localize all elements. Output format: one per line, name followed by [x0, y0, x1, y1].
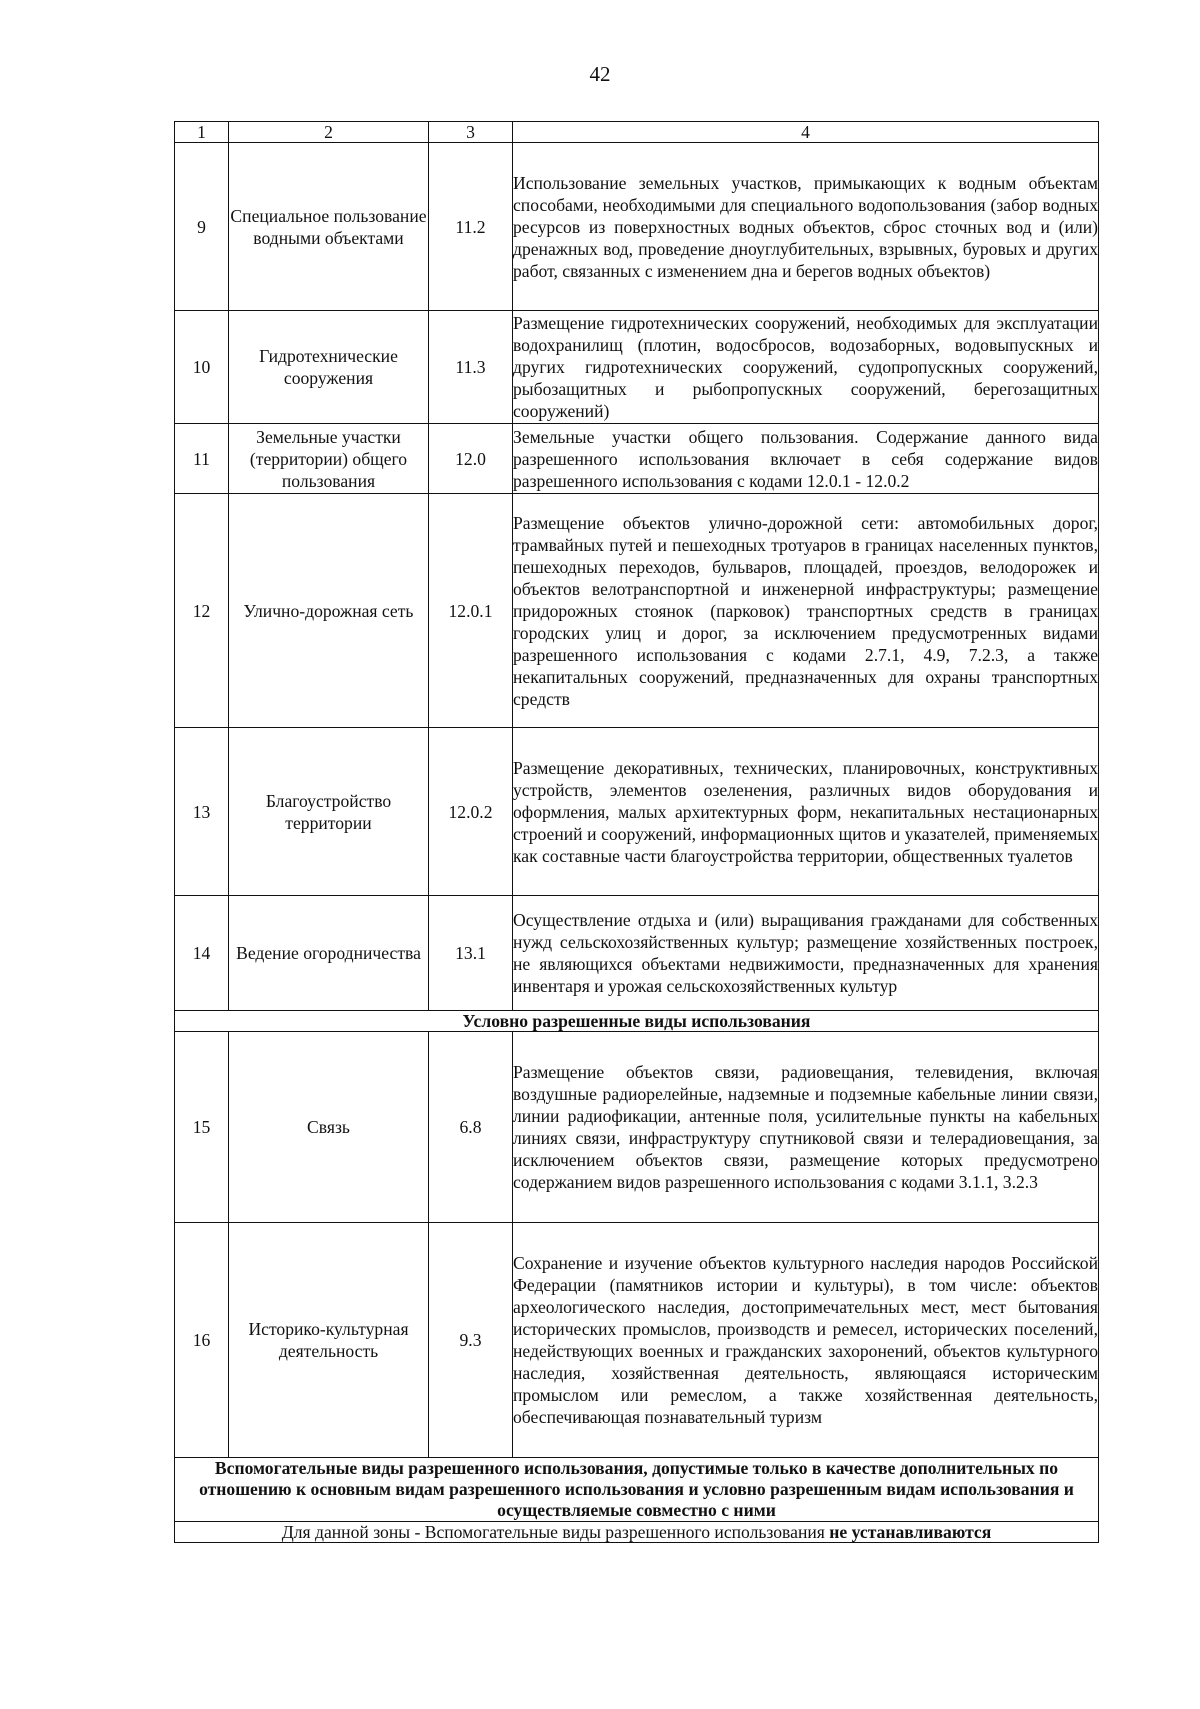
row-number: 15	[175, 1032, 229, 1223]
use-name: Специальное пользование водными объектами	[229, 143, 429, 311]
table-row	[175, 494, 1099, 728]
use-code: 12.0.2	[429, 728, 513, 896]
header-col-4: 4	[513, 122, 1099, 143]
use-code: 11.2	[429, 143, 513, 311]
use-description: Размещение гидротехнических сооружений, необходимых для эксплуатации водохранилищ (плотин, водосбросов, водозаборных, водовыпускных и других гидротехнических сооружений, судопропускных сооружений, рыбозащитных и рыбопропускных сооружений, берегозащитных сооружений)	[513, 313, 1098, 421]
table-row	[175, 424, 1099, 494]
header-col-1: 1	[175, 122, 229, 143]
use-name: Улично-дорожная сеть	[229, 494, 429, 728]
use-description: Размещение объектов связи, радиовещания, телевидения, включая воздушные радиорелейные, надземные и подземные кабельные линии связи, линии радиофикации, антенные поля, усилительные пункты на кабельных линиях связи, инфраструктуру спутниковой связи и телерадиовещания, за исключением объектов связи, размещение которых предусмотрено содержанием видов разрешенного использования с кодами 3.1.1, 3.2.3	[513, 1062, 1098, 1192]
use-name: Ведение огородничества	[229, 896, 429, 1011]
row-number: 10	[175, 311, 229, 424]
row-number: 11	[175, 424, 229, 494]
use-name: Связь	[229, 1032, 429, 1223]
use-description: Сохранение и изучение объектов культурного наследия народов Российской Федерации (памятников истории и культуры), в том числе: объектов археологического наследия, достопримечательных мест, мест бытования исторических промыслов, производств и ремесел, исторических поселений, недействующих военных и гражданских захоронений, объектов культурного наследия, хозяйственная деятельность, являющаяся историческим промыслом или ремеслом, а также хозяйственная деятельность, обеспечивающая познавательный туризм	[513, 1253, 1098, 1427]
use-description: Размещение декоративных, технических, планировочных, конструктивных устройств, элементов озеленения, различных видов оборудования и оформления, малых архитектурных форм, некапитальных нестационарных строений и сооружений, информационных щитов и указателей, применяемых как составные части благоустройства территории, общественных туалетов	[513, 757, 1098, 866]
use-name: Гидротехнические сооружения	[229, 311, 429, 424]
row-number: 12	[175, 494, 229, 728]
header-col-2: 2	[229, 122, 429, 143]
use-description: Использование земельных участков, примыкающих к водным объектам способами, необходимыми для специального водопользования (забор водных ресурсов из поверхностных водных объектов, сброс сточных вод и (или) дренажных вод, проведение дноуглубительных, взрывных, буровых и других работ, связанных с изменением дна и берегов водных объектов)	[513, 172, 1098, 281]
land-use-table	[174, 121, 1099, 1543]
table-row	[175, 143, 1099, 311]
row-number: 16	[175, 1223, 229, 1458]
use-code: 6.8	[429, 1032, 513, 1223]
table-row	[175, 1032, 1099, 1223]
use-code: 12.0.1	[429, 494, 513, 728]
note-row	[175, 1522, 1099, 1543]
section-header-row	[175, 1011, 1099, 1032]
table-row	[175, 728, 1099, 896]
auxiliary-uses-title: Вспомогательные виды разрешенного использования, допустимые только в качестве дополнительных по отношению к основным видам разрешенного использования и условно разрешенным видам использования и осуществляемые совместно с ними	[175, 1458, 1099, 1522]
page-number: 42	[589, 62, 611, 86]
use-code: 12.0	[429, 424, 513, 494]
use-name: Благоустройство территории	[229, 728, 429, 896]
auxiliary-uses-note	[175, 1522, 1099, 1543]
section-header-row	[175, 1458, 1099, 1522]
auxiliary-note-prefix: Для данной зоны - Вспомогательные виды разрешенного использования	[281, 1522, 825, 1542]
use-name: Земельные участки (территории) общего пользования	[229, 424, 429, 494]
use-code: 9.3	[429, 1223, 513, 1458]
column-number-header	[175, 122, 1099, 143]
row-number: 13	[175, 728, 229, 896]
use-code: 13.1	[429, 896, 513, 1011]
conditional-uses-title: Условно разрешенные виды использования	[175, 1011, 1099, 1032]
use-name: Историко-культурная деятельность	[229, 1223, 429, 1458]
table-row	[175, 311, 1099, 424]
use-description: Размещение объектов улично-дорожной сети: автомобильных дорог, трамвайных путей и пешеходных тротуаров в границах населенных пунктов, пешеходных переходов, бульваров, площадей, проездов, велодорожек и объектов велотранспортной и инженерной инфраструктуры; размещение придорожных стоянок (парковок) транспортных средств в границах городских улиц и дорог, за исключением предусмотренных видами разрешенного использования с кодами 2.7.1, 4.9, 7.2.3, а также некапитальных сооружений, предназначенных для охраны транспортных средств	[513, 512, 1098, 709]
use-description: Осуществление отдыха и (или) выращивания гражданами для собственных нужд сельскохозяйственных культур; размещение хозяйственных построек, не являющихся объектами недвижимости, предназначенных для хранения инвентаря и урожая сельскохозяйственных культур	[513, 910, 1098, 996]
use-description: Земельные участки общего пользования. Содержание данного вида разрешенного использования включает в себя содержание видов разрешенного использования с кодами 12.0.1 - 12.0.2	[513, 426, 1098, 491]
use-code: 11.3	[429, 311, 513, 424]
auxiliary-note-bold: не устанавливаются	[829, 1522, 992, 1542]
row-number: 9	[175, 143, 229, 311]
table-row	[175, 1223, 1099, 1458]
row-number: 14	[175, 896, 229, 1011]
header-col-3: 3	[429, 122, 513, 143]
table-row	[175, 896, 1099, 1011]
